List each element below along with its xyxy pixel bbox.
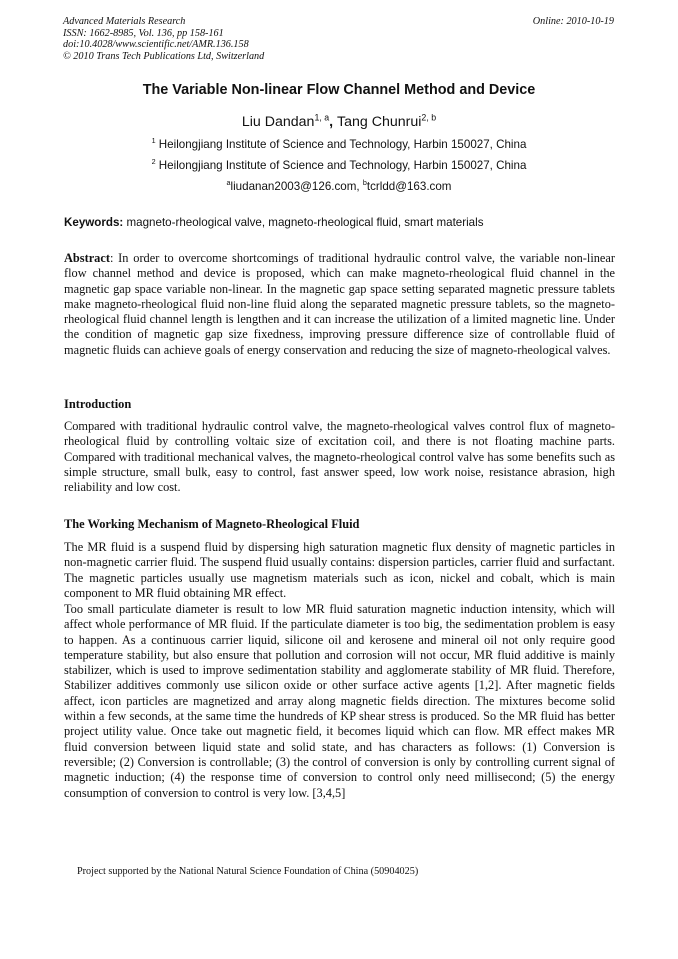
section-heading: The Working Mechanism of Magneto-Rheological Fluid xyxy=(64,517,360,531)
journal-name: Advanced Materials Research xyxy=(63,16,186,27)
email-superscript: a xyxy=(226,178,231,188)
author-separator: , xyxy=(329,114,338,130)
journal-issn: ISSN: 1662-8985, Vol. 136, pp 158-161 xyxy=(63,27,224,39)
email-link: tcrldd@163.com xyxy=(366,180,452,193)
affiliation-superscript: 1 xyxy=(151,136,156,146)
email-link: liudanan2003@126.com xyxy=(230,180,357,193)
journal-doi: doi:10.4028/www.scientific.net/AMR.136.158 xyxy=(63,39,249,51)
author-superscript: 2, b xyxy=(421,112,437,123)
abstract-label: Abstract xyxy=(64,251,110,265)
email-superscript: b xyxy=(362,178,367,188)
author-line xyxy=(0,114,678,130)
paper-title: The Variable Non-linear Flow Channel Method and Device xyxy=(142,82,536,98)
affiliation-text: Heilongjiang Institute of Science and Technology, Harbin 150027, China xyxy=(155,159,527,172)
author-superscript: 1, a xyxy=(314,112,330,123)
footnote: Project supported by the National Natural Science Foundation of China (50904025) xyxy=(77,866,419,877)
section-heading: Introduction xyxy=(64,397,132,411)
email-separator: , xyxy=(356,180,363,193)
author-name: Liu Dandan xyxy=(241,114,315,130)
journal-copyright: © 2010 Trans Tech Publications Ltd, Switzerland xyxy=(63,50,265,62)
abstract xyxy=(64,251,615,358)
abstract-text: : In order to overcome shortcomings of traditional hydraulic control valve, the variable non-linear flow channel method and device is proposed, which can make magneto-rheological fluid channel in the magnetic gap space variable non-linear. In the magnetic gap space setting separated magnetic pressure tablets make magneto-rheological fluid non-line fluid along the separated magnetic pressure tablets, so the magneto-rheological fluid channel length is lengthen and it can increase the utilization of a limited magnetic line. Under the condition of magnetic gap size fixedness, improving pressure difference size of controllable fluid of magnetic fluids can achieve goals of energy conservation and reducing the size of magneto-rheological valves. xyxy=(64,251,615,357)
paragraph: The MR fluid is a suspend fluid by dispersing high saturation magnetic flux density of magnetic particles in non-magnetic carrier fluid. The suspend fluid usually contains: dispersion particles, carrier fluid and surfactant. The magnetic particles usually use magnetism materials such as icon, nickel and cobalt, which is main component to MR fluid obtaining MR effect. xyxy=(64,540,615,600)
affiliation-text: Heilongjiang Institute of Science and Technology, Harbin 150027, China xyxy=(155,138,527,151)
paragraph: Compared with traditional hydraulic control valve, the magneto-rheological valves control flux of magneto-rheological fluid by controlling voltaic size of excitation coil, and there is not floating machine parts. Compared with traditional mechanical valves, the magneto-rheological control valve has some benefits such as simple structure, small bulk, easy to control, fast answer speed, low work noise, resistance abrasion, high reliability and low cost. xyxy=(64,419,615,495)
paragraph: Too small particulate diameter is result to low MR fluid saturation magnetic induction intensity, which will affect whole performance of MR fluid. If the particulate diameter is too big, the sedimentation problem is easy to happen. As a continuous carrier liquid, silicone oil and kerosene and mineral oil not only require good temperature stability, but also ensure that pollution and corrosion will not occur, MR fluid additive is mainly stabilizer, which is used to improve sedimentation stability and agglomerate stability of MR fluid. Therefore, Stabilizer additives commonly use silicon oxide or other surface active agents [1,2]. After magnetic fields affect, icon particles are magnetized and array along magnetic fields direction. The mixtures become solid within a few seconds, at the same time the hundreds of KP shear stress is produced. So the MR fluid has better project utility value. Once take out magnetic field, it becomes liquid which can flow. MR effect makes MR fluid conversion between liquid state and solid state, and has characters as follows: (1) Conversion is reversible; (2) Conversion is controllable; (3) the control of conversion is only by controlling current signal of magnetic induction; (4) the response time of conversion to control only need millisecond; (5) the energy consumption of conversion to control is very low. [3,4,5] xyxy=(64,602,615,800)
keywords-text: magneto-rheological valve, magneto-rheological fluid, smart materials xyxy=(123,216,484,229)
keywords xyxy=(64,216,616,229)
affiliation-superscript: 2 xyxy=(151,157,156,167)
online-date: Online: 2010-10-19 xyxy=(532,16,614,27)
journal-header xyxy=(63,16,264,62)
affiliation xyxy=(0,159,678,172)
email-line xyxy=(0,180,678,193)
affiliation xyxy=(0,138,678,151)
author-name: Tang Chunrui xyxy=(337,114,422,130)
keywords-label: Keywords: xyxy=(64,216,124,229)
